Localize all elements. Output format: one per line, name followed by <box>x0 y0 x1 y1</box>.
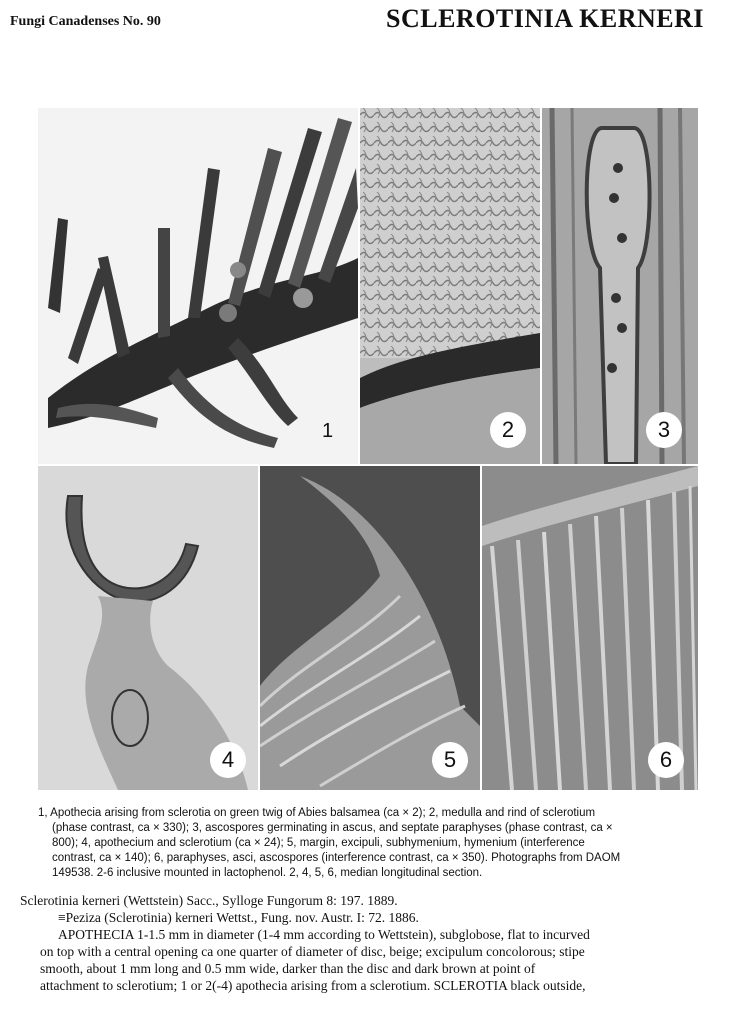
photo-plate-5 <box>260 466 480 790</box>
ascus-photo-image <box>542 108 698 464</box>
photo-plate-6 <box>482 466 698 790</box>
plate-number-6: 6 <box>648 742 684 778</box>
photo-plate-1 <box>38 108 358 464</box>
name-line: Sclerotinia kerneri (Wettstein) Sacc., Sylloge Fungorum 8: 197. 1889. <box>20 893 398 908</box>
plate-number-1: 1 <box>322 420 334 442</box>
description-line-4: attachment to sclerotium; 1 or 2(-4) apothecia arising from a sclerotium. SCLEROTIA black outside, <box>40 978 586 993</box>
description-line-2: on top with a central opening ca one quarter of diameter of disc, beige; excipulum concolorous; stipe <box>40 944 585 959</box>
caption-line-1: 1, Apothecia arising from sclerotia on green twig of Abies balsamea (ca × 2); 2, medulla and rind of sclerotium <box>38 807 596 819</box>
plate-number-4: 4 <box>210 742 246 778</box>
figure-caption <box>38 806 710 881</box>
photo-plate-4 <box>38 466 258 790</box>
series-label: Fungi Canadenses No. 90 <box>10 14 161 29</box>
plate-number-5: 5 <box>432 742 468 778</box>
photo-plate-2 <box>360 108 540 464</box>
caption-line-2: (phase contrast, ca × 330); 3, ascospores germinating in ascus, and septate paraphyses (phase contrast, ca × <box>52 822 613 834</box>
caption-line-3: 800); 4, apothecium and sclerotium (ca × 24); 5, margin, excipuli, subhymenium, hymenium (interference <box>52 837 585 849</box>
plate-number-2: 2 <box>490 412 526 448</box>
plate-number-3: 3 <box>646 412 682 448</box>
species-description <box>20 892 720 994</box>
synonym-line: ≡Peziza (Sclerotinia) kerneri Wettst., Fung. nov. Austr. I: 72. 1886. <box>58 910 419 925</box>
caption-line-5: 149538. 2-6 inclusive mounted in lactophenol. 2, 4, 5, 6, median longitudinal section. <box>52 867 483 879</box>
medulla-photo-image <box>360 108 540 464</box>
description-line-3: smooth, about 1 mm long and 0.5 mm wide, darker than the disc and dark brown at point of <box>40 961 536 976</box>
photo-plate-3 <box>542 108 698 464</box>
page-title: SCLEROTINIA KERNERI <box>386 4 704 33</box>
twig-photo-image <box>38 108 358 464</box>
description-line-1: APOTHECIA 1-1.5 mm in diameter (1-4 mm according to Wettstein), subglobose, flat to incurved <box>58 927 590 942</box>
caption-line-4: contrast, ca × 140); 6, paraphyses, asci, ascospores (interference contrast, ca × 350). Photographs from DAOM <box>52 852 621 864</box>
